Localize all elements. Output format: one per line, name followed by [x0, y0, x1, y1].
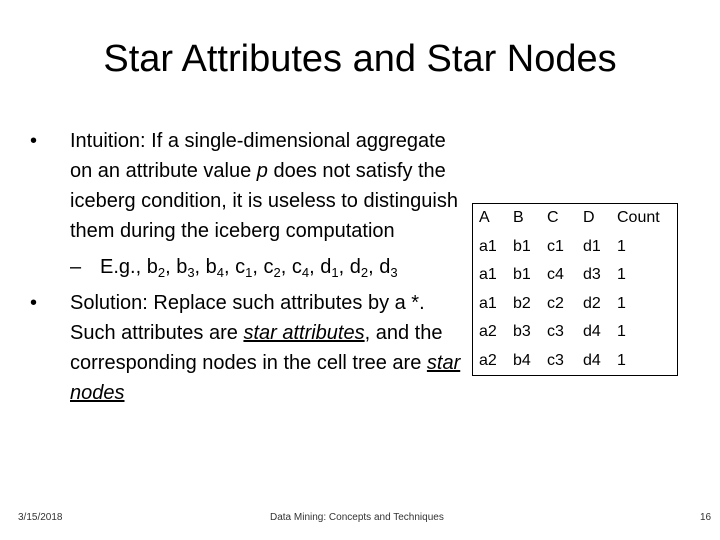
table-cell: c2 [547, 294, 564, 312]
bullet-intuition [30, 126, 470, 246]
table-cell: d4 [583, 323, 601, 341]
table-cell: 1 [617, 237, 626, 255]
example-lead: E.g., [100, 256, 147, 278]
example-item: $d_1$ [320, 256, 339, 280]
bullet-dot-icon: • [30, 292, 38, 314]
table-row [473, 261, 678, 290]
table-cell: d1 [583, 237, 601, 255]
example-item: $d_3$ [379, 256, 398, 280]
table-header-cell: D [583, 209, 595, 227]
table-cell: b3 [513, 323, 531, 341]
table-cell: 1 [617, 351, 626, 369]
table-cell: d2 [583, 294, 601, 312]
example-item: $d_2$ [349, 256, 369, 280]
bullet-intuition-variable: p [256, 160, 268, 182]
term-star-attributes: star attributes [243, 322, 365, 344]
bullet-solution-mid: , and the corresponding nodes in the cell tree are [70, 322, 443, 374]
footer-page-number: 16 [700, 512, 712, 523]
example-item: $c_4$ [291, 256, 310, 280]
example-item: $b_2$ [146, 256, 166, 280]
table-row [473, 318, 678, 347]
bullet-intuition-rest: does not satisfy the iceberg condition, it is useless to distinguish them during the iceberg computation [70, 160, 458, 242]
example-table [472, 203, 678, 376]
table-cell: a2 [479, 351, 497, 369]
table-cell: c3 [547, 351, 564, 369]
table-cell: d3 [583, 266, 601, 284]
table-row [473, 290, 678, 319]
bullet-dot-icon: • [30, 130, 38, 152]
bullet-solution-intro: Solution: Replace such attributes by a *. Such attributes are [70, 292, 425, 344]
table-header-cell: B [513, 209, 524, 227]
table-row [473, 233, 678, 262]
table-cell: c4 [547, 266, 564, 284]
footer-date: 3/15/2018 [18, 512, 63, 523]
table-row [473, 347, 678, 376]
table-cell: 1 [617, 323, 626, 341]
bullet-list [30, 126, 470, 408]
sub-bullet-dash: – [70, 256, 82, 278]
table-cell: 1 [617, 294, 626, 312]
bullet-solution [30, 288, 470, 408]
table-header-cell: Count [617, 209, 660, 227]
term-star-nodes: star nodes [70, 352, 461, 404]
sub-bullet-example: – E.g., $b_2$, $b_3$, $b_4$, $c_1$, $c_2$, $c_4$, $d_1$, $d_2$, $d_3$ [30, 252, 470, 282]
table-cell: a1 [479, 266, 497, 284]
table-cell: a1 [479, 294, 497, 312]
table-cell: a2 [479, 323, 497, 341]
table-header-row [473, 204, 678, 233]
table-header-cell: C [547, 209, 559, 227]
bullet-intuition-intro: Intuition: If a single-dimensional aggregate on an attribute value [70, 130, 446, 182]
table-cell: b2 [513, 294, 531, 312]
example-item: $c_2$ [263, 256, 281, 280]
table-cell: b4 [513, 351, 531, 369]
slide-title: Star Attributes and Star Nodes [103, 38, 617, 80]
footer-title: Data Mining: Concepts and Techniques [270, 512, 444, 523]
table-cell: b1 [513, 237, 531, 255]
example-item: $b_3$ [176, 256, 195, 280]
table-header-cell: A [479, 209, 490, 227]
table-cell: c1 [547, 237, 564, 255]
example-item: $b_4$ [205, 256, 225, 280]
example-item: $c_1$ [235, 256, 253, 280]
table-cell: 1 [617, 266, 626, 284]
table-cell: d4 [583, 351, 601, 369]
table-cell: c3 [547, 323, 564, 341]
table-cell: b1 [513, 266, 531, 284]
table-cell: a1 [479, 237, 497, 255]
